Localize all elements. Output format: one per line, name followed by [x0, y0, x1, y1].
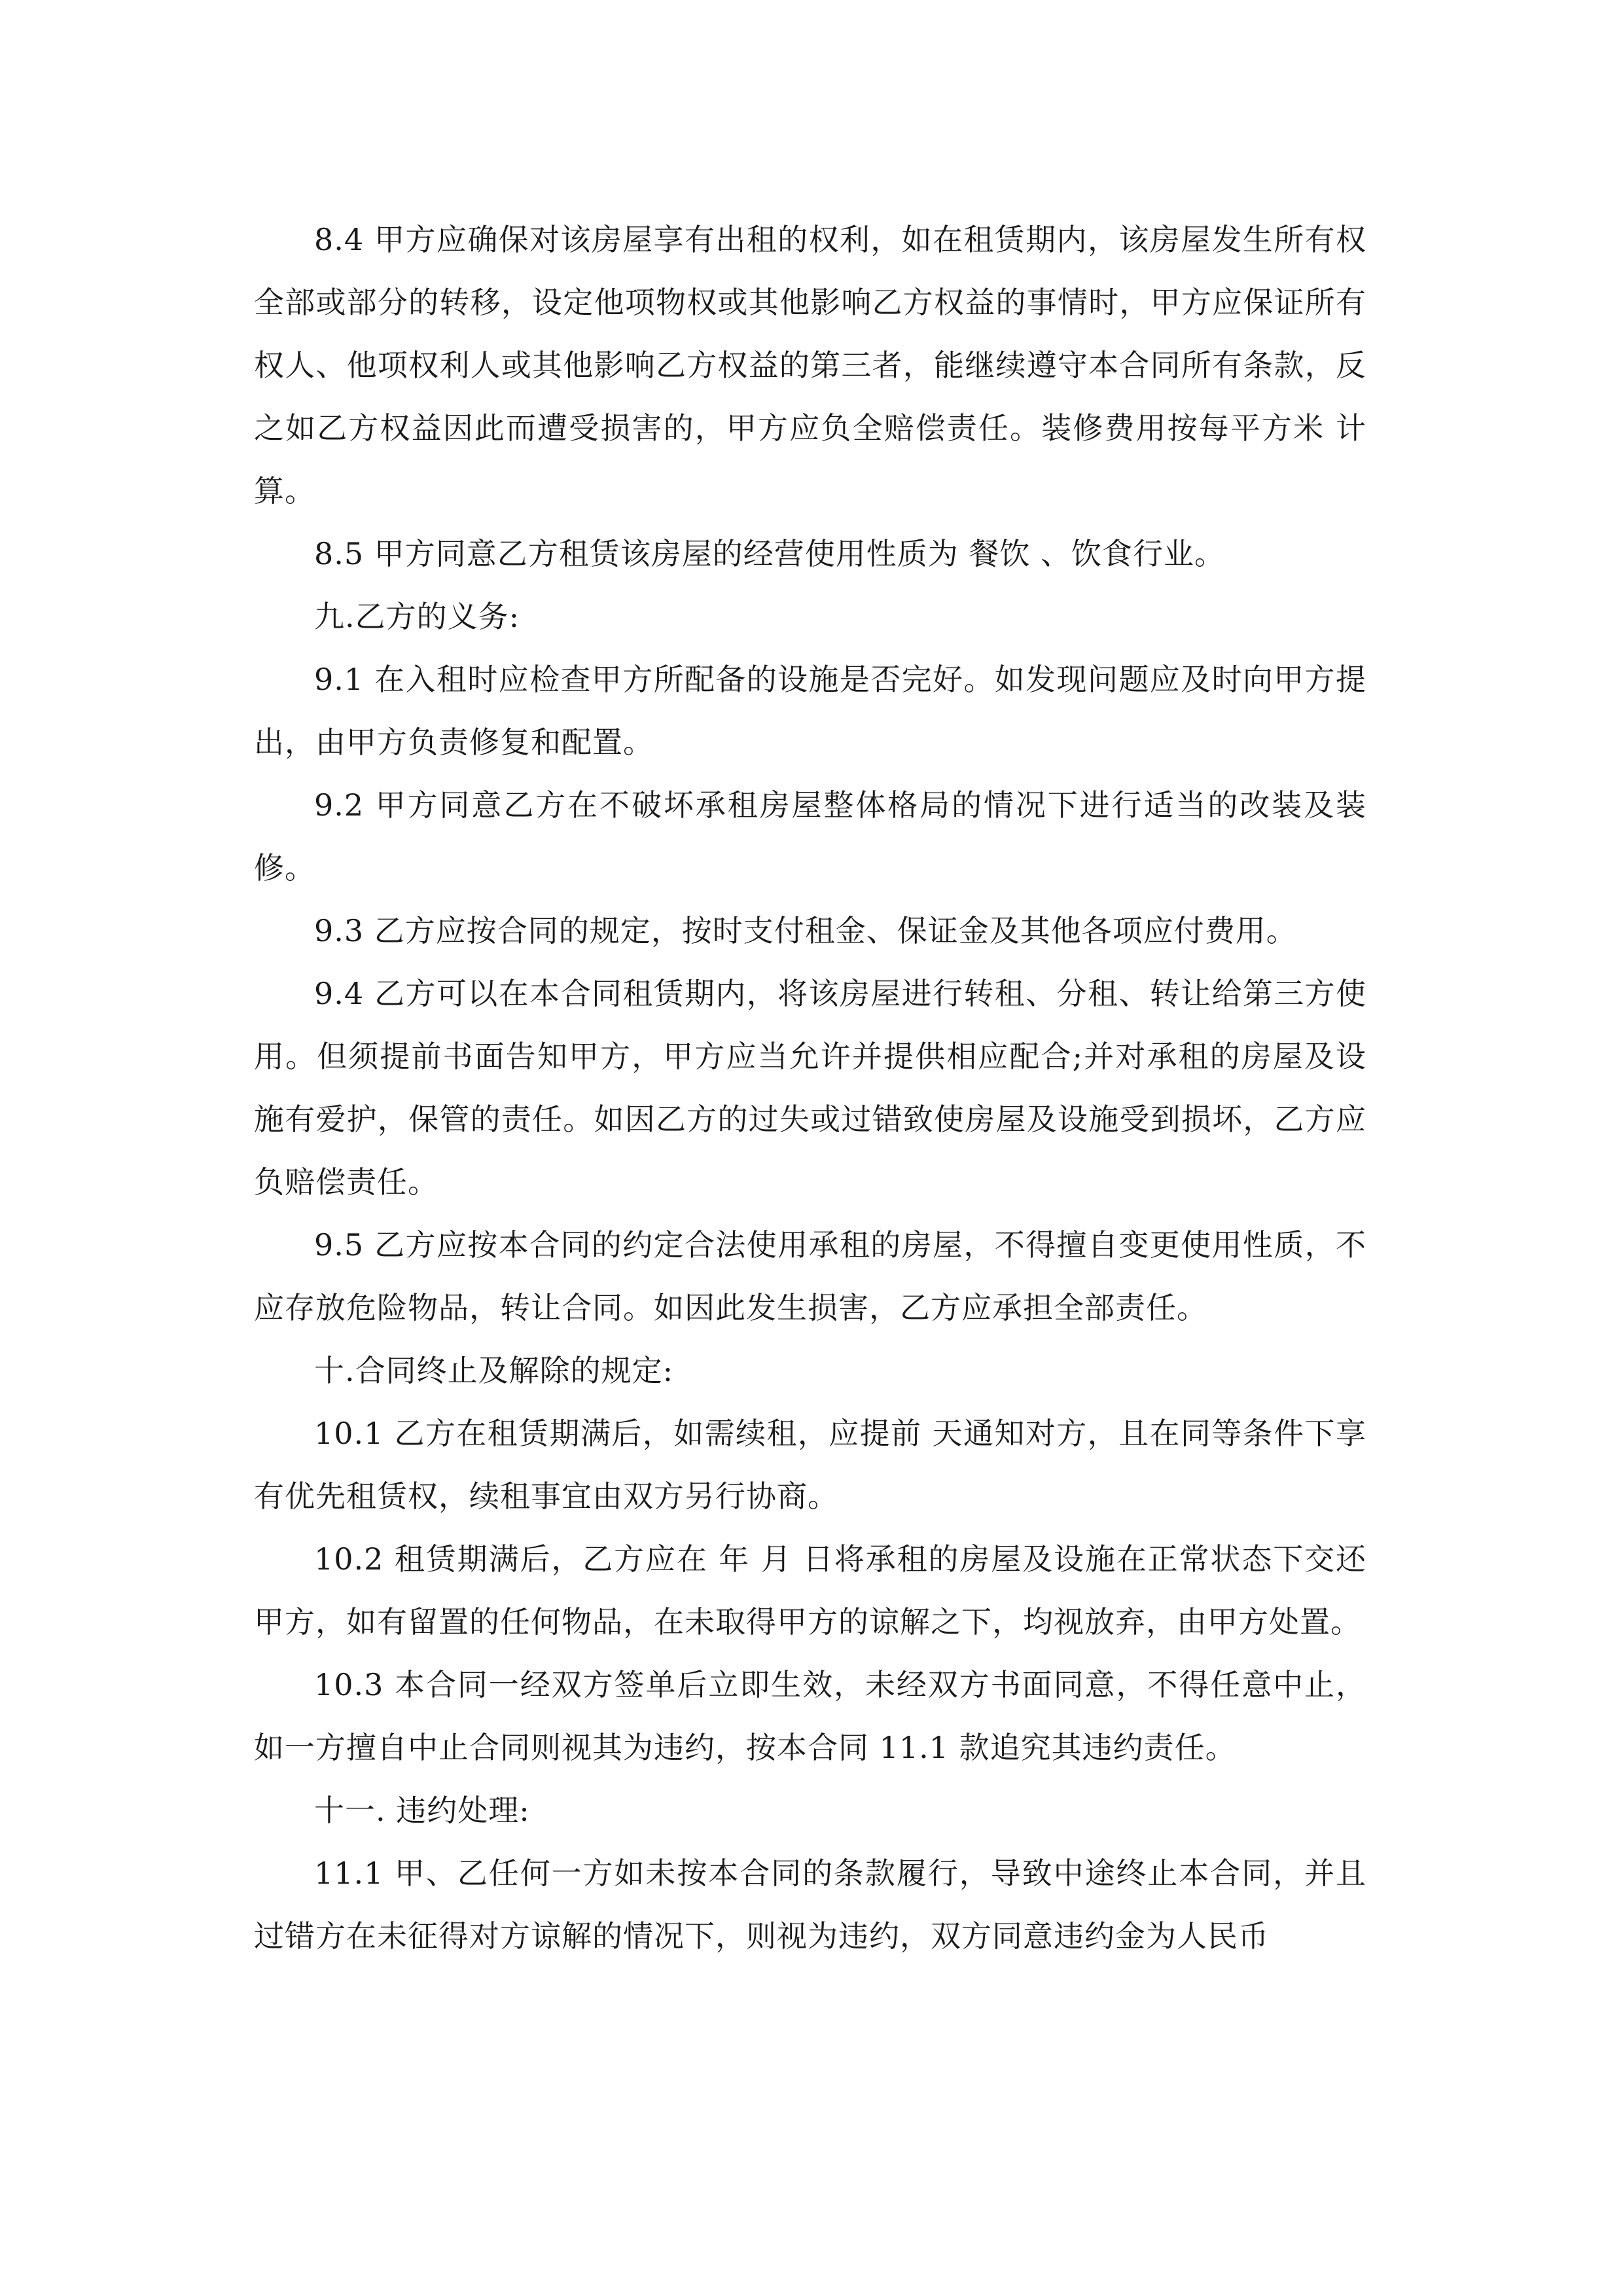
clause-10-2: 10.2 租赁期满后，乙方应在 年 月 日将承租的房屋及设施在正常状态下交还甲方，如有留置的任何物品，在未取得甲方的谅解之下，均视放弃，由甲方处置。: [254, 1541, 1366, 1640]
clause-10-1: 10.1 乙方在租赁期满后，如需续租，应提前 天通知对方，且在同等条件下享有优先租赁权，续租事宜由双方另行协商。: [254, 1416, 1366, 1514]
clause-9-1: 9.1 在入租时应检查甲方所配备的设施是否完好。如发现问题应及时向甲方提出，由甲方负责修复和配置。: [254, 662, 1366, 760]
clause-9-3: 9.3 乙方应按合同的规定，按时支付租金、保证金及其他各项应付费用。: [314, 913, 1297, 948]
clause-9-5: 9.5 乙方应按本合同的约定合法使用承租的房屋，不得擅自变更使用性质，不应存放危险物品，转让合同。如因此发生损害，乙方应承担全部责任。: [254, 1227, 1366, 1325]
clause-9-2: 9.2 甲方同意乙方在不破坏承租房屋整体格局的情况下进行适当的改装及装修。: [254, 787, 1366, 886]
clause-10-3: 10.3 本合同一经双方签单后立即生效，未经双方书面同意，不得任意中止，如一方擅自中止合同则视其为违约，按本合同 11.1 款追究其违约责任。: [254, 1667, 1366, 1765]
clause-8-5: 8.5 甲方同意乙方租赁该房屋的经营使用性质为 餐饮 、饮食行业。: [314, 536, 1226, 571]
section-10-heading: 十.合同终止及解除的规定:: [314, 1353, 674, 1388]
clause-9-4: 9.4 乙方可以在本合同租赁期内，将该房屋进行转租、分租、转让给第三方使用。但须提前书面告知甲方，甲方应当允许并提供相应配合;并对承租的房屋及设施有爱护，保管的责任。如因乙方的过失或过错致使房屋及设施受到损坏，乙方应负赔偿责任。: [254, 976, 1366, 1200]
clause-8-4: 8.4 甲方应确保对该房屋享有出租的权利，如在租赁期内，该房屋发生所有权全部或部分的转移，设定他项物权或其他影响乙方权益的事情时，甲方应保证所有权人、他项权利人或其他影响乙方权益的第三者，能继续遵守本合同所有条款，反之如乙方权益因此而遭受损害的，甲方应负全赔偿责任。装修费用按每平方米 计算。: [254, 222, 1366, 509]
section-11-heading: 十一. 违约处理:: [314, 1793, 530, 1828]
clause-11-1: 11.1 甲、乙任何一方如未按本合同的条款履行，导致中途终止本合同，并且过错方在未征得对方谅解的情况下，则视为违约，双方同意违约金为人民币: [254, 1856, 1366, 1954]
contract-body: [254, 208, 1366, 1967]
section-9-heading: 九.乙方的义务:: [314, 599, 520, 634]
